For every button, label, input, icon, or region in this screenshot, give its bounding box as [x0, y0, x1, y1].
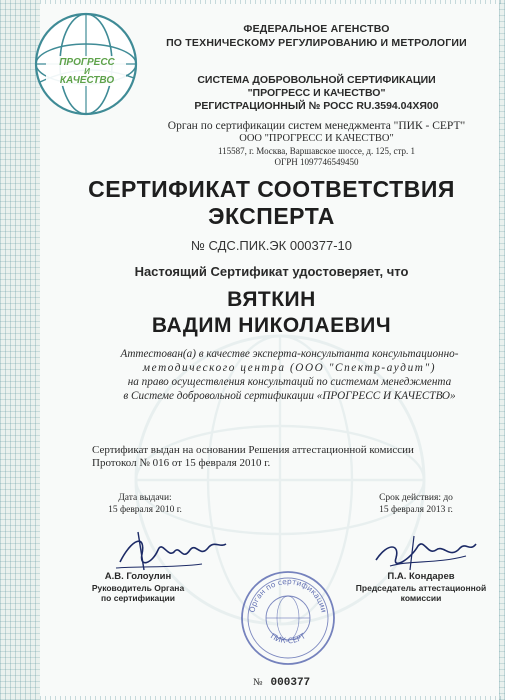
round-seal-icon: [238, 568, 338, 668]
validity-label: Срок действия: до: [379, 493, 453, 503]
issue-date-value: 15 февраля 2010 г.: [108, 505, 182, 515]
left-signatory-role-1: Руководитель Органа: [91, 583, 185, 593]
right-signatory-role-2: комиссии: [400, 593, 442, 603]
stamp-outer-text: Орган по сертификации: [247, 576, 329, 614]
basis-line-1: Сертификат выдан на основании Решения аттестационной комиссии: [92, 444, 414, 456]
agency-line-2: ПО ТЕХНИЧЕСКОМУ РЕГУЛИРОВАНИЮ И МЕТРОЛОГИИ: [166, 37, 467, 49]
right-border: [499, 0, 505, 700]
organ-ogrn: ОГРН 1097746549450: [274, 157, 359, 167]
agency-line-1: ФЕДЕРАЛЬНОЕ АГЕНСТВО: [243, 23, 390, 35]
left-signatory-role-2: по сертификации: [101, 593, 175, 603]
right-signature-icon: [370, 530, 480, 574]
logo-text-top: ПРОГРЕСС: [59, 57, 115, 68]
organ-line-1: Орган по сертификации систем менеджмента "ПИК - СЕРТ": [167, 120, 466, 132]
system-line-2: "ПРОГРЕСС И КАЧЕСТВО": [247, 87, 386, 99]
left-signature-icon: [112, 528, 232, 574]
logo-text-mid: И: [84, 67, 90, 76]
person-surname: ВЯТКИН: [227, 288, 316, 311]
organ-address: 115587, г. Москва, Варшавское шоссе, д. 125, стр. 1: [217, 146, 416, 156]
person-given-names: ВАДИМ НИКОЛАЕВИЧ: [151, 314, 392, 337]
attestation-line-4: в Системе добровольной сертификации «ПРОГРЕСС И КАЧЕСТВО»: [123, 390, 456, 402]
issue-date-label: Дата выдачи:: [118, 493, 172, 503]
top-border: [40, 0, 505, 4]
attestation-line-1: Аттестован(а) в качестве эксперта-консультанта консультационно-: [120, 348, 459, 360]
certificate-title-line-1: СЕРТИФИКАТ СООТВЕТСТВИЯ: [88, 176, 455, 202]
svg-text:ПИК-СЕРТ: [269, 631, 308, 645]
system-registration: РЕГИСТРАЦИОННЫЙ № РОСС RU.3594.04ХЯ00: [194, 100, 439, 112]
basis-protocol: Протокол № 016 от 15 февраля 2010 г.: [92, 457, 271, 469]
validity-date: 15 февраля 2013 г.: [379, 505, 453, 515]
stamp-bottom-text: ПИК-СЕРТ: [268, 631, 308, 646]
certificate-title-line-2: ЭКСПЕРТА: [208, 203, 335, 229]
logo-text-bottom: КАЧЕСТВО: [59, 75, 115, 86]
system-line-1: СИСТЕМА ДОБРОВОЛЬНОЙ СЕРТИФИКАЦИИ: [197, 74, 436, 86]
certifies-text: Настоящий Сертификат удостоверяет, что: [134, 264, 409, 279]
right-signatory-role-1: Председатель аттестационной: [355, 583, 487, 593]
certificate-number: № СДС.ПИК.ЭК 000377-10: [190, 238, 353, 253]
serial-label: №: [253, 677, 263, 688]
right-signatory-name: П.А. Кондарев: [387, 571, 455, 582]
left-signatory-name: А.В. Голоулин: [104, 571, 172, 582]
organ-line-2: ООО "ПРОГРЕСС И КАЧЕСТВО": [239, 133, 394, 144]
attestation-line-2: методического центра (ООО "Спектр-аудит"): [142, 362, 437, 374]
attestation-line-3: на право осуществления консультаций по системам менеджмента: [127, 376, 452, 388]
bottom-border: [40, 696, 505, 700]
serial-value: 000377: [270, 677, 311, 689]
serial-number: [253, 677, 310, 689]
